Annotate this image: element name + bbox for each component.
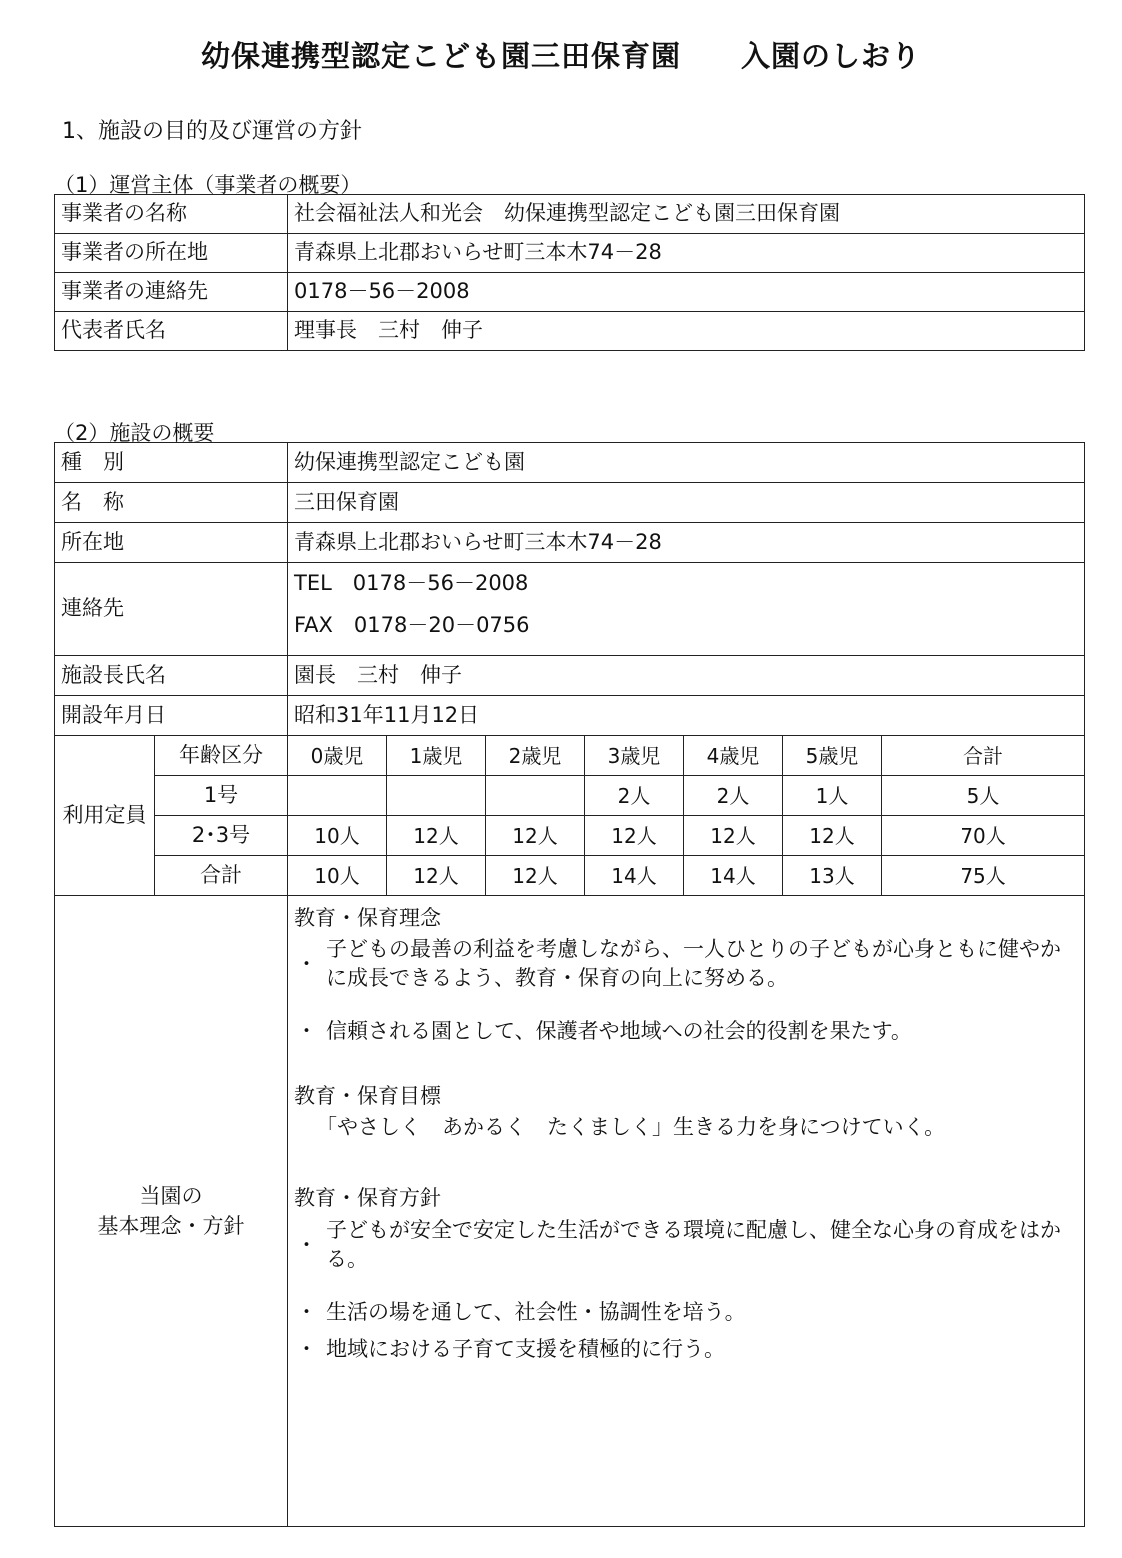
policy-3: 地域における子育て支援を積極的に行う。 xyxy=(326,1336,725,1361)
table-row xyxy=(55,816,1085,856)
header-total: 合計 xyxy=(882,736,1085,776)
policy-label-line2: 基本理念・方針 xyxy=(97,1214,245,1238)
table-row xyxy=(55,312,1085,351)
age-category-label: 年齢区分 xyxy=(155,736,288,776)
capacity-cell: 1人 xyxy=(783,776,882,816)
tel-number: TEL 0178－56－2008 xyxy=(294,571,529,595)
capacity-cell xyxy=(288,776,387,816)
director-value: 園長 三村 伸子 xyxy=(288,656,1085,696)
operator-address-label: 事業者の所在地 xyxy=(55,234,288,273)
capacity-cell: 12人 xyxy=(585,816,684,856)
operator-name-label: 事業者の名称 xyxy=(55,195,288,234)
facility-heading: （2）施設の概要 xyxy=(54,421,215,445)
opened-value: 昭和31年11月12日 xyxy=(288,696,1085,736)
row-label-2-3go: 2･3号 xyxy=(155,816,288,856)
director-label: 施設長氏名 xyxy=(55,656,288,696)
bullet-icon: ・ xyxy=(296,952,317,977)
contact-value xyxy=(288,563,1085,656)
table-row xyxy=(55,443,1085,483)
policy-heading: 教育・保育方針 xyxy=(294,1186,441,1211)
table-row xyxy=(55,563,1085,656)
policy-1: 子どもが安全で安定した生活ができる環境に配慮し、健全な心身の育成をはかる。 xyxy=(326,1217,1061,1271)
table-row xyxy=(55,696,1085,736)
philosophy-heading: 教育・保育理念 xyxy=(294,906,441,930)
opened-label: 開設年月日 xyxy=(55,696,288,736)
philosophy-1: 子どもの最善の利益を考慮しながら、一人ひとりの子どもが心身ともに健やかに成長できるよう、教育・保育の向上に努める。 xyxy=(326,937,1061,991)
table-row xyxy=(55,776,1085,816)
contact-label: 連絡先 xyxy=(55,563,288,656)
capacity-cell: 70人 xyxy=(882,816,1085,856)
bullet-icon: ・ xyxy=(296,1232,317,1257)
operator-rep-value: 理事長 三村 伸子 xyxy=(288,312,1085,351)
operator-contact-value: 0178－56－2008 xyxy=(288,273,1085,312)
policy-2: 生活の場を通して、社会性・協調性を培う。 xyxy=(326,1299,746,1324)
list-item xyxy=(294,1017,1078,1046)
table-row xyxy=(55,195,1085,234)
table-row xyxy=(55,234,1085,273)
capacity-cell: 12人 xyxy=(387,856,486,896)
capacity-cell: 12人 xyxy=(783,816,882,856)
bullet-icon: ・ xyxy=(296,1299,317,1324)
capacity-cell: 12人 xyxy=(486,816,585,856)
list-item xyxy=(294,1216,1078,1274)
row-label-total: 合計 xyxy=(155,856,288,896)
capacity-cell: 12人 xyxy=(684,816,783,856)
section-heading: 1、施設の目的及び運営の方針 xyxy=(62,119,362,144)
capacity-cell xyxy=(486,776,585,816)
header-age3: 3歳児 xyxy=(585,736,684,776)
table-row xyxy=(55,273,1085,312)
policy-row xyxy=(55,896,1085,1527)
capacity-cell xyxy=(387,776,486,816)
type-value: 幼保連携型認定こども園 xyxy=(288,443,1085,483)
bullet-icon: ・ xyxy=(296,1336,317,1361)
page-title: 幼保連携型認定こども園三田保育園 入園のしおり xyxy=(200,39,921,73)
policy-label-line1: 当園の xyxy=(139,1183,203,1208)
operator-name-value: 社会福祉法人和光会 幼保連携型認定こども園三田保育園 xyxy=(288,195,1085,234)
capacity-cell: 13人 xyxy=(783,856,882,896)
philosophy-2: 信頼される園として、保護者や地域への社会的役割を果たす。 xyxy=(326,1019,912,1044)
table-row xyxy=(55,483,1085,523)
list-item xyxy=(294,1298,1078,1327)
address-value: 青森県上北郡おいらせ町三本木74－28 xyxy=(288,523,1085,563)
policy-content xyxy=(288,896,1085,1527)
capacity-cell: 75人 xyxy=(882,856,1085,896)
header-age2: 2歳児 xyxy=(486,736,585,776)
name-label: 名 称 xyxy=(55,483,288,523)
table-row xyxy=(55,523,1085,563)
facility-table xyxy=(54,442,1085,1527)
operator-address-value: 青森県上北郡おいらせ町三本木74－28 xyxy=(288,234,1085,273)
operator-table xyxy=(54,194,1085,351)
address-label: 所在地 xyxy=(55,523,288,563)
goal-text: 「やさしく あかるく たくましく」生きる力を身につけていく。 xyxy=(316,1115,946,1140)
capacity-cell: 12人 xyxy=(387,816,486,856)
capacity-cell: 5人 xyxy=(882,776,1085,816)
type-label: 種 別 xyxy=(55,443,288,483)
capacity-cell: 10人 xyxy=(288,816,387,856)
operator-heading: （1）運営主体（事業者の概要） xyxy=(54,173,362,197)
policy-label xyxy=(55,896,288,1527)
goal-heading: 教育・保育目標 xyxy=(294,1084,441,1109)
bullet-icon: ・ xyxy=(296,1019,317,1044)
operator-contact-label: 事業者の連絡先 xyxy=(55,273,288,312)
capacity-cell: 14人 xyxy=(684,856,783,896)
capacity-label: 利用定員 xyxy=(55,736,155,896)
table-row xyxy=(55,856,1085,896)
capacity-cell: 12人 xyxy=(486,856,585,896)
list-item xyxy=(294,1335,1078,1364)
table-row xyxy=(55,656,1085,696)
fax-number: FAX 0178－20－0756 xyxy=(294,613,530,637)
list-item xyxy=(294,935,1078,993)
capacity-cell: 2人 xyxy=(585,776,684,816)
capacity-cell: 10人 xyxy=(288,856,387,896)
header-age0: 0歳児 xyxy=(288,736,387,776)
row-label-1go: 1号 xyxy=(155,776,288,816)
header-age4: 4歳児 xyxy=(684,736,783,776)
capacity-cell: 14人 xyxy=(585,856,684,896)
header-age5: 5歳児 xyxy=(783,736,882,776)
name-value: 三田保育園 xyxy=(288,483,1085,523)
capacity-header-row xyxy=(55,736,1085,776)
header-age1: 1歳児 xyxy=(387,736,486,776)
capacity-cell: 2人 xyxy=(684,776,783,816)
operator-rep-label: 代表者氏名 xyxy=(55,312,288,351)
